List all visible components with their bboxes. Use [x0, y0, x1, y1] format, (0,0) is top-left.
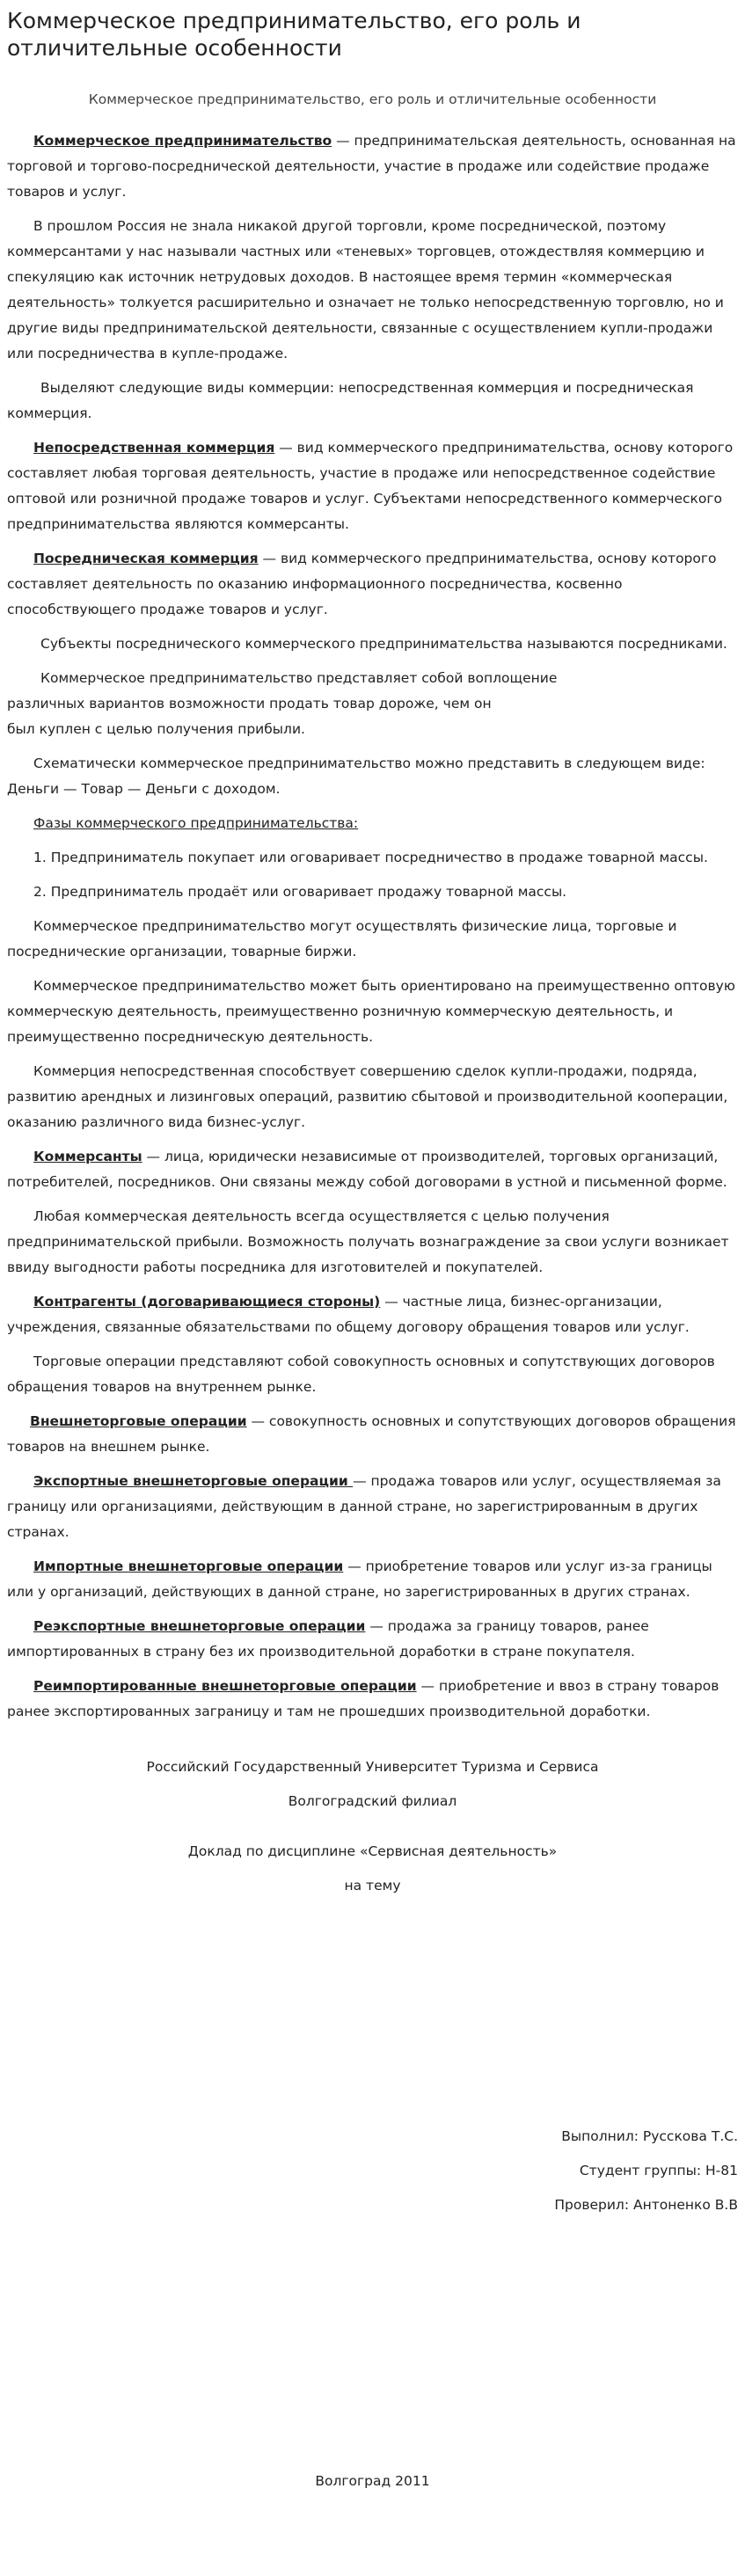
paragraph-text: — продажа за границу товаров, ранее импортированных в страну без их производительной доработки в стране покупателя. — [7, 1618, 649, 1660]
paragraph-definition — [7, 128, 738, 205]
paragraph-merchants — [7, 1144, 738, 1195]
subtitle: Коммерческое предпринимательство, его роль и отличительные особенности — [88, 91, 657, 107]
paragraph-text: — вид коммерческого предпринимательства, основу которого составляет деятельность по оказанию информационного посредничества, косвенно способствующего продаже товаров и услуг. — [7, 551, 717, 617]
paragraph-text: — приобретение товаров или услуг из-за границы или у организаций, действующих в данной стране, но зарегистрированных в других странах. — [7, 1558, 712, 1600]
paragraph-text: — лица, юридически независимые от производителей, торговых организаций, потребителей, посредников. Они связаны между собой договорами в устной и письменной форме. — [7, 1149, 727, 1190]
term-intermediary-commerce: Посредническая коммерция — [33, 551, 259, 566]
paragraph-direct-commerce — [7, 435, 738, 537]
line: был куплен с целью получения прибыли. — [7, 721, 305, 737]
university-name: Российский Государственный Университет Туризма и Сервиса — [146, 1759, 599, 1775]
paragraph-trade-operations: Торговые операции представляют собой совокупность основных и сопутствующих договоров обращения товаров на внутреннем рынке. — [7, 1354, 715, 1395]
paragraph-phase-1: 1. Предприниматель покупает или оговаривает посредничество в продаже товарной массы. — [33, 850, 708, 865]
reviewer-line: Проверил: Антоненко В.В — [554, 2197, 738, 2213]
paragraph-orientation: Коммерческое предпринимательство может быть ориентировано на преимущественно оптовую коммерческую деятельность, преимущественно розничную коммерческую деятельность, и преимущественно посредническую деятельность. — [7, 978, 735, 1045]
term-counterparties: Контрагенты (договаривающиеся стороны) — [33, 1294, 381, 1310]
page-title: Коммерческое предпринимательство, его роль и отличительные особенности — [7, 8, 581, 61]
paragraph-text: — продажа товаров или услуг, осуществляемая за границу или организациями, действующим в данной стране, но зарегистрированным в других странах. — [7, 1473, 721, 1540]
paragraph-text: — приобретение и ввоз в страну товаров ранее экспортированных заграницу и там не прошедших производительной доработки. — [7, 1678, 719, 1719]
line: различных вариантов возможности продать товар дороже, чем он — [7, 696, 492, 712]
paragraph-phases-heading — [7, 811, 738, 836]
author-line: Выполнил: Русскова Т.С. — [561, 2128, 738, 2144]
paragraph-intermediaries: Субъекты посреднического коммерческого предпринимательства называются посредниками. — [40, 636, 727, 652]
paragraph-history: В прошлом Россия не знала никакой другой торговли, кроме посреднической, поэтому коммерсантами у нас называли частных или «теневых» торговцев, отождествляя коммерцию и спекуляцию как источник нетрудовых доходов. В настоящее время термин «коммерческая деятельность» толкуется расширительно и означает не только непосредственную торговлю, но и другие виды предпринимательской деятельности, связанные с осуществлением купли-продажи или посредничества в купле-продаже. — [7, 218, 724, 361]
term-import: Импортные внешнеторговые операции — [33, 1558, 344, 1574]
paragraph-reexport — [7, 1614, 738, 1665]
paragraph-scheme: Схематически коммерческое предпринимательство можно представить в следующем виде: Деньги — Товар — Деньги с доходом. — [7, 755, 705, 797]
paragraph-embodiment — [7, 666, 738, 742]
term-reimport: Реимпортированные внешнеторговые операции — [33, 1678, 417, 1694]
paragraph-foreign-trade — [7, 1409, 738, 1460]
branch-name: Волгоградский филиал — [288, 1793, 457, 1809]
paragraph-text: — совокупность основных и сопутствующих договоров обращения товаров на внешнем рынке. — [7, 1413, 736, 1455]
term-export: Экспортные внешнеторговые операции — [33, 1473, 354, 1489]
group-line: Студент группы: Н-81 — [579, 2163, 738, 2178]
paragraph-direct-commerce-role: Коммерция непосредственная способствует совершению сделок купли-продажи, подряда, развитию арендных и лизинговых операций, развитию сбытовой и производительной кооперации, оказанию различного вида бизнес-услуг. — [7, 1063, 728, 1130]
paragraph-import — [7, 1554, 738, 1605]
paragraph-text: — частные лица, бизнес-организации, учреждения, связанные обязательствами по общему договору обращения товаров или услуг. — [7, 1294, 690, 1335]
term-direct-commerce: Непосредственная коммерция — [33, 440, 275, 456]
term-commercial-entrepreneurship: Коммерческое предпринимательство — [33, 133, 332, 149]
paragraph-profit: Любая коммерческая деятельность всегда осуществляется с целью получения предпринимательской прибыли. Возможность получать вознаграждение за свои услуги возникает ввиду выгодности работы посредника для изготовителей и покупателей. — [7, 1208, 729, 1275]
paragraph-phase-2: 2. Предприниматель продаёт или оговаривает продажу товарной массы. — [33, 884, 567, 900]
term-reexport: Реэкспортные внешнеторговые операции — [33, 1618, 366, 1634]
paragraph-intermediary-commerce — [7, 546, 738, 623]
phases-heading: Фазы коммерческого предпринимательства: — [33, 815, 359, 831]
report-topic: на тему — [344, 1878, 401, 1894]
paragraph-text: — предпринимательская деятельность, основанная на торговой и торгово-посреднической деятельности, участие в продаже или содействие продаже товаров и услуг. — [7, 133, 736, 200]
paragraph-counterparties — [7, 1289, 738, 1340]
term-foreign-trade: Внешнеторговые операции — [30, 1413, 247, 1429]
paragraph-export — [7, 1469, 738, 1545]
line: Коммерческое предпринимательство представляет собой воплощение — [40, 670, 558, 686]
report-title: Доклад по дисциплине «Сервисная деятельность» — [187, 1843, 558, 1859]
paragraph-reimport — [7, 1674, 738, 1725]
paragraph-types: Выделяют следующие виды коммерции: непосредственная коммерция и посредническая коммерция. — [7, 380, 694, 421]
paragraph-text: — вид коммерческого предпринимательства, основу которого составляет любая торговая деятельность, участие в продаже или непосредственное содействие оптовой или розничной продаже товаров и услуг. Субъектами непосредственного коммерческого предпринимательства являются коммерсанты. — [7, 440, 734, 532]
paragraph-subjects: Коммерческое предпринимательство могут осуществлять физические лица, торговые и посреднические организации, товарные биржи. — [7, 918, 677, 960]
term-merchants: Коммерсанты — [33, 1149, 142, 1164]
city-year: Волгоград 2011 — [315, 2473, 430, 2489]
